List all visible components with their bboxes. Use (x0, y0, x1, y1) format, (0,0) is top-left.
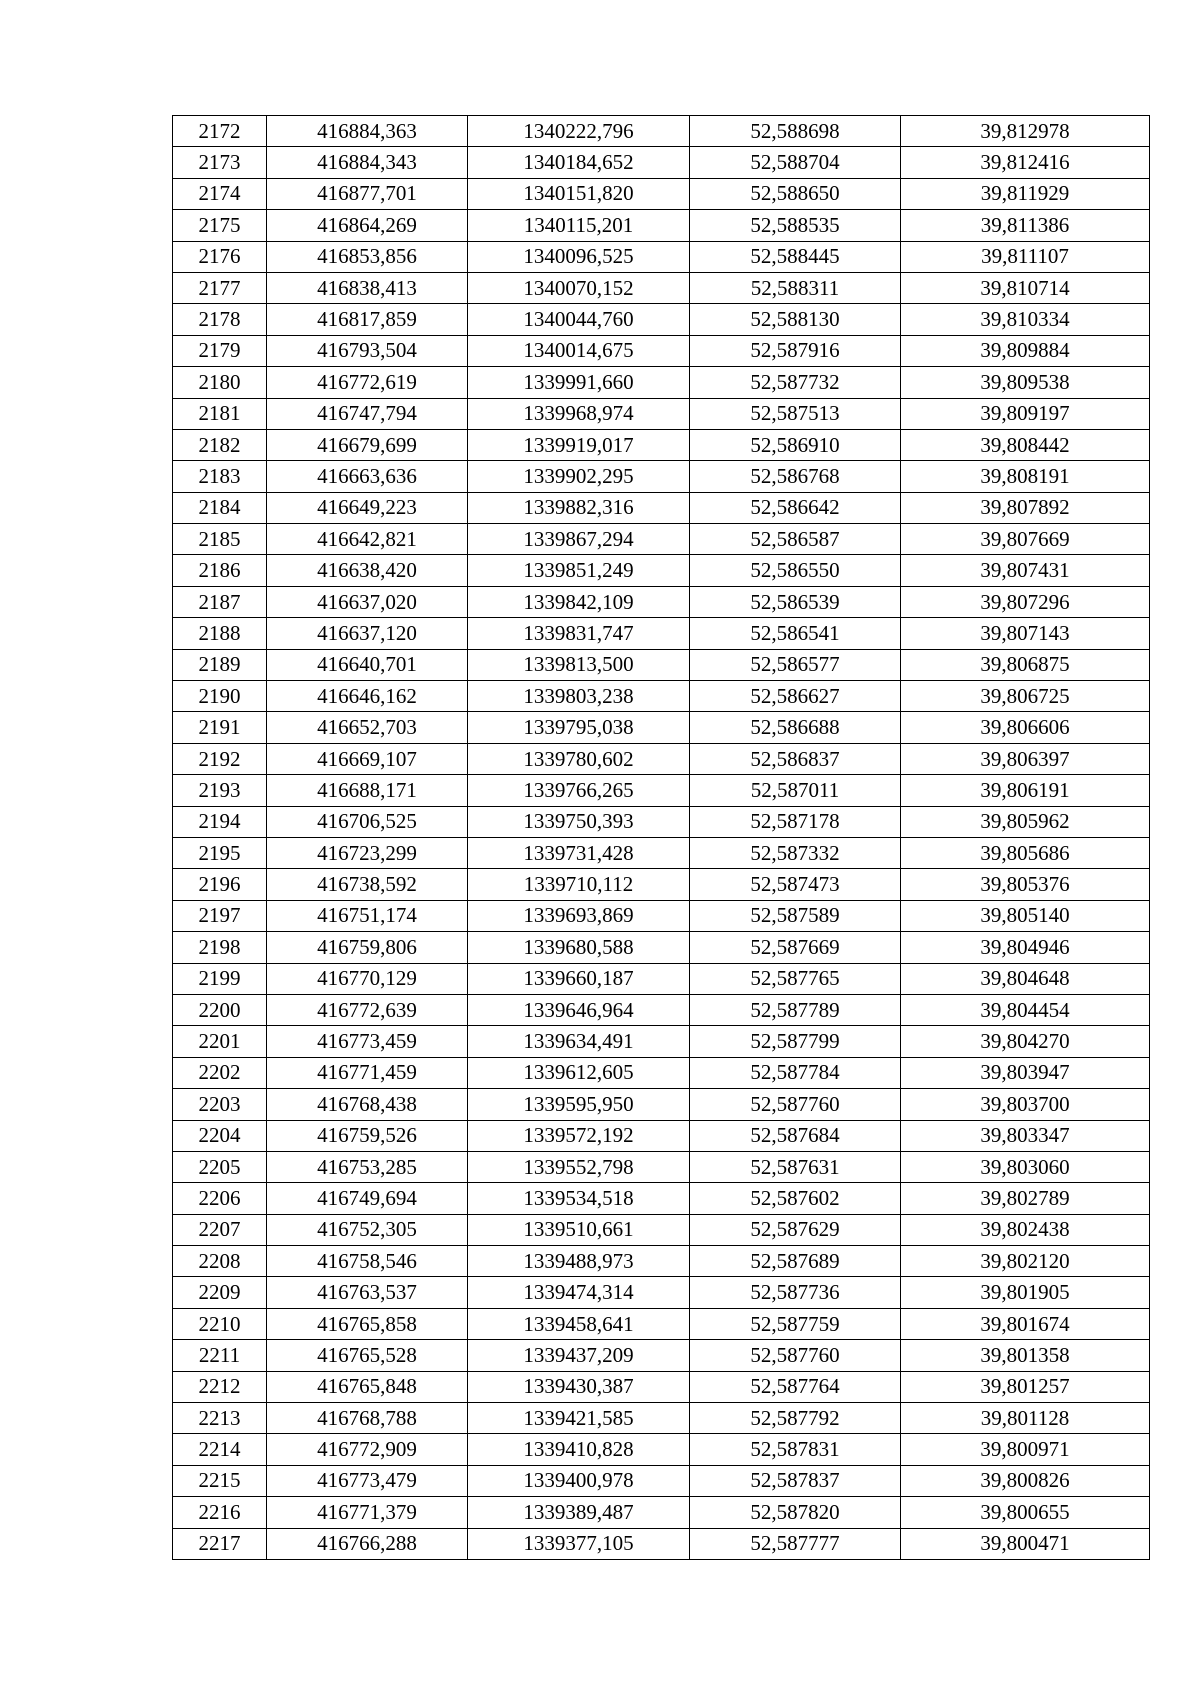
cell-x-coordinate: 416688,171 (267, 775, 468, 806)
cell-latitude: 52,586587 (690, 524, 901, 555)
cell-x-coordinate: 416884,363 (267, 116, 468, 147)
cell-y-coordinate: 1339488,973 (468, 1246, 690, 1277)
cell-latitude: 52,586837 (690, 743, 901, 774)
cell-y-coordinate: 1339660,187 (468, 963, 690, 994)
cell-point-number: 2184 (173, 492, 267, 523)
cell-latitude: 52,587792 (690, 1403, 901, 1434)
cell-point-number: 2186 (173, 555, 267, 586)
cell-point-number: 2210 (173, 1308, 267, 1339)
cell-longitude: 39,811386 (901, 210, 1150, 241)
cell-longitude: 39,806606 (901, 712, 1150, 743)
cell-y-coordinate: 1339750,393 (468, 806, 690, 837)
cell-point-number: 2208 (173, 1246, 267, 1277)
table-row (173, 994, 1150, 1025)
cell-x-coordinate: 416706,525 (267, 806, 468, 837)
cell-latitude: 52,588698 (690, 116, 901, 147)
cell-x-coordinate: 416723,299 (267, 837, 468, 868)
table-row (173, 461, 1150, 492)
coordinates-table (172, 115, 1150, 1560)
cell-latitude: 52,587820 (690, 1497, 901, 1528)
cell-longitude: 39,800971 (901, 1434, 1150, 1465)
cell-longitude: 39,801905 (901, 1277, 1150, 1308)
cell-y-coordinate: 1339421,585 (468, 1403, 690, 1434)
cell-longitude: 39,804454 (901, 994, 1150, 1025)
table-row (173, 618, 1150, 649)
cell-longitude: 39,806397 (901, 743, 1150, 774)
cell-latitude: 52,587760 (690, 1340, 901, 1371)
cell-latitude: 52,588311 (690, 272, 901, 303)
cell-x-coordinate: 416759,526 (267, 1120, 468, 1151)
cell-x-coordinate: 416652,703 (267, 712, 468, 743)
cell-longitude: 39,812416 (901, 147, 1150, 178)
cell-latitude: 52,587777 (690, 1528, 901, 1559)
cell-latitude: 52,586577 (690, 649, 901, 680)
table-row (173, 1277, 1150, 1308)
cell-latitude: 52,587631 (690, 1151, 901, 1182)
cell-latitude: 52,587831 (690, 1434, 901, 1465)
cell-longitude: 39,806191 (901, 775, 1150, 806)
cell-y-coordinate: 1339377,105 (468, 1528, 690, 1559)
cell-x-coordinate: 416765,848 (267, 1371, 468, 1402)
cell-point-number: 2195 (173, 837, 267, 868)
table-row (173, 681, 1150, 712)
cell-x-coordinate: 416768,788 (267, 1403, 468, 1434)
cell-latitude: 52,587736 (690, 1277, 901, 1308)
cell-y-coordinate: 1339731,428 (468, 837, 690, 868)
cell-x-coordinate: 416669,107 (267, 743, 468, 774)
cell-point-number: 2203 (173, 1089, 267, 1120)
cell-longitude: 39,805686 (901, 837, 1150, 868)
cell-longitude: 39,805962 (901, 806, 1150, 837)
cell-latitude: 52,587784 (690, 1057, 901, 1088)
cell-point-number: 2206 (173, 1183, 267, 1214)
cell-y-coordinate: 1339968,974 (468, 398, 690, 429)
cell-y-coordinate: 1339902,295 (468, 461, 690, 492)
table-row (173, 555, 1150, 586)
cell-longitude: 39,800655 (901, 1497, 1150, 1528)
cell-point-number: 2176 (173, 241, 267, 272)
table-row (173, 932, 1150, 963)
table-row (173, 272, 1150, 303)
cell-point-number: 2201 (173, 1026, 267, 1057)
cell-longitude: 39,805140 (901, 900, 1150, 931)
cell-x-coordinate: 416751,174 (267, 900, 468, 931)
table-row (173, 367, 1150, 398)
cell-latitude: 52,586541 (690, 618, 901, 649)
cell-y-coordinate: 1339400,978 (468, 1465, 690, 1496)
cell-latitude: 52,586642 (690, 492, 901, 523)
cell-y-coordinate: 1340096,525 (468, 241, 690, 272)
cell-latitude: 52,587765 (690, 963, 901, 994)
cell-longitude: 39,804946 (901, 932, 1150, 963)
table-row (173, 649, 1150, 680)
cell-x-coordinate: 416640,701 (267, 649, 468, 680)
table-row (173, 524, 1150, 555)
cell-x-coordinate: 416679,699 (267, 429, 468, 460)
cell-latitude: 52,588130 (690, 304, 901, 335)
cell-y-coordinate: 1340115,201 (468, 210, 690, 241)
cell-longitude: 39,811107 (901, 241, 1150, 272)
cell-latitude: 52,588445 (690, 241, 901, 272)
table-row (173, 775, 1150, 806)
cell-latitude: 52,587589 (690, 900, 901, 931)
table-row (173, 1089, 1150, 1120)
table-row (173, 304, 1150, 335)
cell-longitude: 39,802120 (901, 1246, 1150, 1277)
table-row (173, 1465, 1150, 1496)
cell-point-number: 2194 (173, 806, 267, 837)
table-row (173, 1434, 1150, 1465)
cell-point-number: 2197 (173, 900, 267, 931)
cell-point-number: 2181 (173, 398, 267, 429)
cell-y-coordinate: 1339430,387 (468, 1371, 690, 1402)
cell-longitude: 39,809884 (901, 335, 1150, 366)
cell-point-number: 2192 (173, 743, 267, 774)
cell-x-coordinate: 416763,537 (267, 1277, 468, 1308)
cell-x-coordinate: 416877,701 (267, 178, 468, 209)
cell-point-number: 2189 (173, 649, 267, 680)
cell-point-number: 2193 (173, 775, 267, 806)
cell-point-number: 2178 (173, 304, 267, 335)
cell-x-coordinate: 416771,459 (267, 1057, 468, 1088)
cell-latitude: 52,586688 (690, 712, 901, 743)
cell-y-coordinate: 1339867,294 (468, 524, 690, 555)
cell-x-coordinate: 416773,459 (267, 1026, 468, 1057)
cell-x-coordinate: 416753,285 (267, 1151, 468, 1182)
table-row (173, 712, 1150, 743)
cell-longitude: 39,811929 (901, 178, 1150, 209)
cell-point-number: 2215 (173, 1465, 267, 1496)
table-row (173, 1371, 1150, 1402)
table-row (173, 1151, 1150, 1182)
cell-latitude: 52,587689 (690, 1246, 901, 1277)
cell-point-number: 2180 (173, 367, 267, 398)
cell-y-coordinate: 1340070,152 (468, 272, 690, 303)
cell-point-number: 2182 (173, 429, 267, 460)
cell-latitude: 52,587799 (690, 1026, 901, 1057)
cell-x-coordinate: 416637,020 (267, 586, 468, 617)
cell-y-coordinate: 1339882,316 (468, 492, 690, 523)
table-row (173, 1057, 1150, 1088)
table-row (173, 806, 1150, 837)
cell-y-coordinate: 1339510,661 (468, 1214, 690, 1245)
cell-longitude: 39,802438 (901, 1214, 1150, 1245)
cell-x-coordinate: 416766,288 (267, 1528, 468, 1559)
cell-point-number: 2216 (173, 1497, 267, 1528)
cell-longitude: 39,804270 (901, 1026, 1150, 1057)
cell-latitude: 52,587178 (690, 806, 901, 837)
cell-latitude: 52,587916 (690, 335, 901, 366)
cell-longitude: 39,807431 (901, 555, 1150, 586)
cell-longitude: 39,803060 (901, 1151, 1150, 1182)
cell-x-coordinate: 416884,343 (267, 147, 468, 178)
cell-point-number: 2211 (173, 1340, 267, 1371)
cell-point-number: 2196 (173, 869, 267, 900)
cell-longitude: 39,800471 (901, 1528, 1150, 1559)
cell-point-number: 2204 (173, 1120, 267, 1151)
cell-longitude: 39,803347 (901, 1120, 1150, 1151)
cell-x-coordinate: 416770,129 (267, 963, 468, 994)
table-row (173, 147, 1150, 178)
cell-y-coordinate: 1339474,314 (468, 1277, 690, 1308)
cell-x-coordinate: 416853,856 (267, 241, 468, 272)
cell-latitude: 52,588535 (690, 210, 901, 241)
table-row (173, 241, 1150, 272)
cell-latitude: 52,587669 (690, 932, 901, 963)
cell-x-coordinate: 416772,639 (267, 994, 468, 1025)
cell-longitude: 39,808191 (901, 461, 1150, 492)
cell-x-coordinate: 416772,619 (267, 367, 468, 398)
cell-longitude: 39,801257 (901, 1371, 1150, 1402)
cell-point-number: 2200 (173, 994, 267, 1025)
cell-y-coordinate: 1339795,038 (468, 712, 690, 743)
cell-latitude: 52,587764 (690, 1371, 901, 1402)
table-row (173, 1403, 1150, 1434)
cell-longitude: 39,801358 (901, 1340, 1150, 1371)
cell-longitude: 39,803700 (901, 1089, 1150, 1120)
table-row (173, 1214, 1150, 1245)
table-row (173, 1246, 1150, 1277)
cell-y-coordinate: 1339634,491 (468, 1026, 690, 1057)
cell-y-coordinate: 1340151,820 (468, 178, 690, 209)
cell-x-coordinate: 416771,379 (267, 1497, 468, 1528)
cell-point-number: 2191 (173, 712, 267, 743)
cell-x-coordinate: 416765,528 (267, 1340, 468, 1371)
table-row (173, 900, 1150, 931)
cell-y-coordinate: 1340222,796 (468, 116, 690, 147)
table-row (173, 837, 1150, 868)
table-row (173, 1308, 1150, 1339)
cell-y-coordinate: 1339780,602 (468, 743, 690, 774)
cell-longitude: 39,801674 (901, 1308, 1150, 1339)
cell-latitude: 52,587473 (690, 869, 901, 900)
cell-point-number: 2187 (173, 586, 267, 617)
cell-latitude: 52,588704 (690, 147, 901, 178)
cell-latitude: 52,586768 (690, 461, 901, 492)
cell-point-number: 2217 (173, 1528, 267, 1559)
cell-latitude: 52,588650 (690, 178, 901, 209)
cell-x-coordinate: 416663,636 (267, 461, 468, 492)
coordinates-table-body (173, 116, 1150, 1560)
cell-point-number: 2190 (173, 681, 267, 712)
cell-y-coordinate: 1339437,209 (468, 1340, 690, 1371)
cell-longitude: 39,809197 (901, 398, 1150, 429)
cell-y-coordinate: 1339851,249 (468, 555, 690, 586)
cell-point-number: 2209 (173, 1277, 267, 1308)
table-row (173, 586, 1150, 617)
cell-longitude: 39,803947 (901, 1057, 1150, 1088)
cell-x-coordinate: 416747,794 (267, 398, 468, 429)
cell-latitude: 52,587602 (690, 1183, 901, 1214)
cell-x-coordinate: 416772,909 (267, 1434, 468, 1465)
cell-x-coordinate: 416642,821 (267, 524, 468, 555)
cell-point-number: 2177 (173, 272, 267, 303)
table-row (173, 743, 1150, 774)
table-row (173, 398, 1150, 429)
cell-point-number: 2207 (173, 1214, 267, 1245)
cell-latitude: 52,586550 (690, 555, 901, 586)
cell-y-coordinate: 1339710,112 (468, 869, 690, 900)
cell-x-coordinate: 416817,859 (267, 304, 468, 335)
table-row (173, 335, 1150, 366)
cell-point-number: 2212 (173, 1371, 267, 1402)
cell-latitude: 52,587011 (690, 775, 901, 806)
cell-x-coordinate: 416752,305 (267, 1214, 468, 1245)
cell-x-coordinate: 416758,546 (267, 1246, 468, 1277)
cell-x-coordinate: 416738,592 (267, 869, 468, 900)
cell-latitude: 52,586627 (690, 681, 901, 712)
cell-y-coordinate: 1340184,652 (468, 147, 690, 178)
cell-longitude: 39,804648 (901, 963, 1150, 994)
cell-x-coordinate: 416793,504 (267, 335, 468, 366)
cell-y-coordinate: 1339534,518 (468, 1183, 690, 1214)
cell-longitude: 39,809538 (901, 367, 1150, 398)
cell-longitude: 39,807296 (901, 586, 1150, 617)
cell-longitude: 39,801128 (901, 1403, 1150, 1434)
table-row (173, 116, 1150, 147)
cell-latitude: 52,587629 (690, 1214, 901, 1245)
cell-y-coordinate: 1339813,500 (468, 649, 690, 680)
cell-latitude: 52,587837 (690, 1465, 901, 1496)
cell-latitude: 52,587332 (690, 837, 901, 868)
cell-y-coordinate: 1339680,588 (468, 932, 690, 963)
cell-longitude: 39,807143 (901, 618, 1150, 649)
table-row (173, 1497, 1150, 1528)
cell-latitude: 52,587732 (690, 367, 901, 398)
cell-y-coordinate: 1339458,641 (468, 1308, 690, 1339)
cell-longitude: 39,802789 (901, 1183, 1150, 1214)
cell-latitude: 52,587684 (690, 1120, 901, 1151)
cell-point-number: 2188 (173, 618, 267, 649)
table-row (173, 178, 1150, 209)
table-row (173, 210, 1150, 241)
cell-x-coordinate: 416637,120 (267, 618, 468, 649)
cell-y-coordinate: 1339572,192 (468, 1120, 690, 1151)
cell-y-coordinate: 1339991,660 (468, 367, 690, 398)
cell-latitude: 52,587513 (690, 398, 901, 429)
cell-y-coordinate: 1339831,747 (468, 618, 690, 649)
cell-point-number: 2213 (173, 1403, 267, 1434)
cell-y-coordinate: 1339646,964 (468, 994, 690, 1025)
cell-x-coordinate: 416864,269 (267, 210, 468, 241)
cell-point-number: 2172 (173, 116, 267, 147)
cell-point-number: 2179 (173, 335, 267, 366)
cell-y-coordinate: 1339410,828 (468, 1434, 690, 1465)
cell-x-coordinate: 416773,479 (267, 1465, 468, 1496)
cell-longitude: 39,805376 (901, 869, 1150, 900)
cell-point-number: 2198 (173, 932, 267, 963)
cell-latitude: 52,586539 (690, 586, 901, 617)
cell-y-coordinate: 1339595,950 (468, 1089, 690, 1120)
cell-y-coordinate: 1339842,109 (468, 586, 690, 617)
cell-longitude: 39,806875 (901, 649, 1150, 680)
cell-x-coordinate: 416759,806 (267, 932, 468, 963)
cell-latitude: 52,586910 (690, 429, 901, 460)
cell-latitude: 52,587789 (690, 994, 901, 1025)
cell-y-coordinate: 1339919,017 (468, 429, 690, 460)
cell-point-number: 2199 (173, 963, 267, 994)
table-row (173, 492, 1150, 523)
cell-latitude: 52,587759 (690, 1308, 901, 1339)
cell-y-coordinate: 1340044,760 (468, 304, 690, 335)
cell-point-number: 2183 (173, 461, 267, 492)
cell-longitude: 39,810334 (901, 304, 1150, 335)
cell-point-number: 2214 (173, 1434, 267, 1465)
cell-x-coordinate: 416768,438 (267, 1089, 468, 1120)
cell-longitude: 39,807892 (901, 492, 1150, 523)
cell-point-number: 2202 (173, 1057, 267, 1088)
cell-longitude: 39,810714 (901, 272, 1150, 303)
table-row (173, 1120, 1150, 1151)
cell-x-coordinate: 416765,858 (267, 1308, 468, 1339)
cell-x-coordinate: 416649,223 (267, 492, 468, 523)
cell-y-coordinate: 1339803,238 (468, 681, 690, 712)
cell-longitude: 39,812978 (901, 116, 1150, 147)
cell-y-coordinate: 1339389,487 (468, 1497, 690, 1528)
cell-longitude: 39,807669 (901, 524, 1150, 555)
cell-x-coordinate: 416638,420 (267, 555, 468, 586)
cell-point-number: 2173 (173, 147, 267, 178)
cell-y-coordinate: 1339612,605 (468, 1057, 690, 1088)
table-row (173, 1340, 1150, 1371)
cell-x-coordinate: 416749,694 (267, 1183, 468, 1214)
cell-x-coordinate: 416646,162 (267, 681, 468, 712)
cell-longitude: 39,808442 (901, 429, 1150, 460)
table-row (173, 1528, 1150, 1559)
table-row (173, 1026, 1150, 1057)
cell-point-number: 2175 (173, 210, 267, 241)
cell-point-number: 2185 (173, 524, 267, 555)
cell-longitude: 39,800826 (901, 1465, 1150, 1496)
table-row (173, 963, 1150, 994)
cell-y-coordinate: 1339552,798 (468, 1151, 690, 1182)
cell-y-coordinate: 1339693,869 (468, 900, 690, 931)
table-row (173, 1183, 1150, 1214)
cell-point-number: 2205 (173, 1151, 267, 1182)
cell-longitude: 39,806725 (901, 681, 1150, 712)
table-row (173, 429, 1150, 460)
cell-latitude: 52,587760 (690, 1089, 901, 1120)
cell-point-number: 2174 (173, 178, 267, 209)
cell-y-coordinate: 1339766,265 (468, 775, 690, 806)
cell-x-coordinate: 416838,413 (267, 272, 468, 303)
cell-y-coordinate: 1340014,675 (468, 335, 690, 366)
table-row (173, 869, 1150, 900)
